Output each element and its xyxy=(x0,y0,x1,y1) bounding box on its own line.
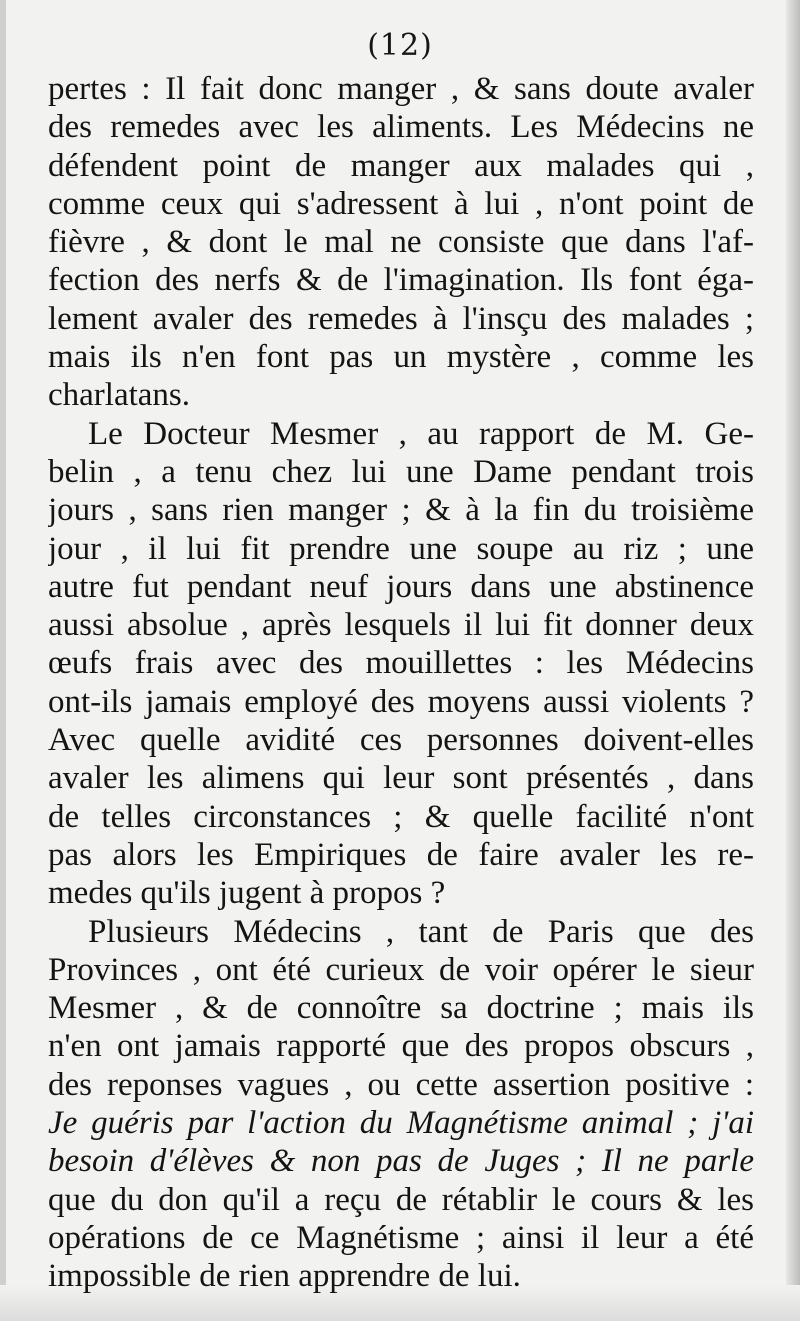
text-line: ont-ils jamais employé des moyens aussi violents ? xyxy=(48,683,754,720)
text-line: autre fut pendant neuf jours dans une abstinence xyxy=(48,568,754,605)
text-line: mais ils n'en font pas un mystère , comme les xyxy=(48,339,754,376)
text-line: œufs frais avec des mouillettes : les Médecins xyxy=(48,645,754,682)
page-number: (12) xyxy=(367,28,433,63)
text-line: défendent point de manger aux malades qui , xyxy=(48,147,754,184)
text-line: aussi absolue , après lesquels il lui fit donner deux xyxy=(48,607,754,644)
text-line: fièvre , & dont le mal ne consiste que dans l'af- xyxy=(48,224,754,261)
text-line: impossible de rien apprendre de lui. xyxy=(48,1258,521,1295)
text-line: Plusieurs Médecins , tant de Paris que des xyxy=(88,913,754,950)
text-line: avaler les alimens qui leur sont présentés , dans xyxy=(48,760,754,797)
text-line: Mesmer , & de connoître sa doctrine ; mais ils xyxy=(48,990,754,1027)
text-line: pertes : Il fait donc manger , & sans doute avaler xyxy=(48,71,754,107)
text-line: de telles circonstances ; & quelle facilité n'ont xyxy=(48,798,754,835)
text-line-italic: besoin d'élèves & non pas de Juges ; Il ne parle xyxy=(48,1143,754,1180)
page-left-edge xyxy=(0,0,6,1321)
text-line: des remedes avec les aliments. Les Médecins ne xyxy=(48,109,754,146)
text-line: pas alors les Empiriques de faire avaler les re- xyxy=(48,836,754,873)
text-line: Avec quelle avidité ces personnes doivent-elles xyxy=(48,722,754,759)
text-line: charlatans. xyxy=(48,377,191,414)
text-line: jour , il lui fit prendre une soupe au riz ; une xyxy=(48,530,754,567)
text-line: Le Docteur Mesmer , au rapport de M. Ge- xyxy=(88,415,754,452)
text-line: fection des nerfs & de l'imagination. Ils font éga- xyxy=(48,262,754,299)
text-line: jours , sans rien manger ; & à la fin du troisième xyxy=(48,492,754,529)
text-line: que du don qu'il a reçu de rétablir le cours & les xyxy=(48,1181,754,1218)
text-line: belin , a tenu chez lui une Dame pendant trois xyxy=(48,453,754,490)
page-right-edge xyxy=(786,0,800,1321)
text-line: lement avaler des remedes à l'insçu des malades ; xyxy=(48,300,754,337)
text-line: des reponses vagues , ou cette assertion positive : xyxy=(48,1066,754,1103)
text-line: Provinces , ont été curieux de voir opérer le sieur xyxy=(48,951,754,988)
text-line-italic: Je guéris par l'action du Magnétisme animal ; j'ai xyxy=(48,1105,754,1142)
text-line: medes qu'ils jugent à propos ? xyxy=(48,875,446,912)
text-line: comme ceux qui s'adressent à lui , n'ont point de xyxy=(48,185,754,222)
text-line: opérations de ce Magnétisme ; ainsi il leur a été xyxy=(48,1219,754,1256)
body-text xyxy=(48,70,754,1296)
text-line: n'en ont jamais rapporté que des propos obscurs , xyxy=(48,1028,754,1065)
